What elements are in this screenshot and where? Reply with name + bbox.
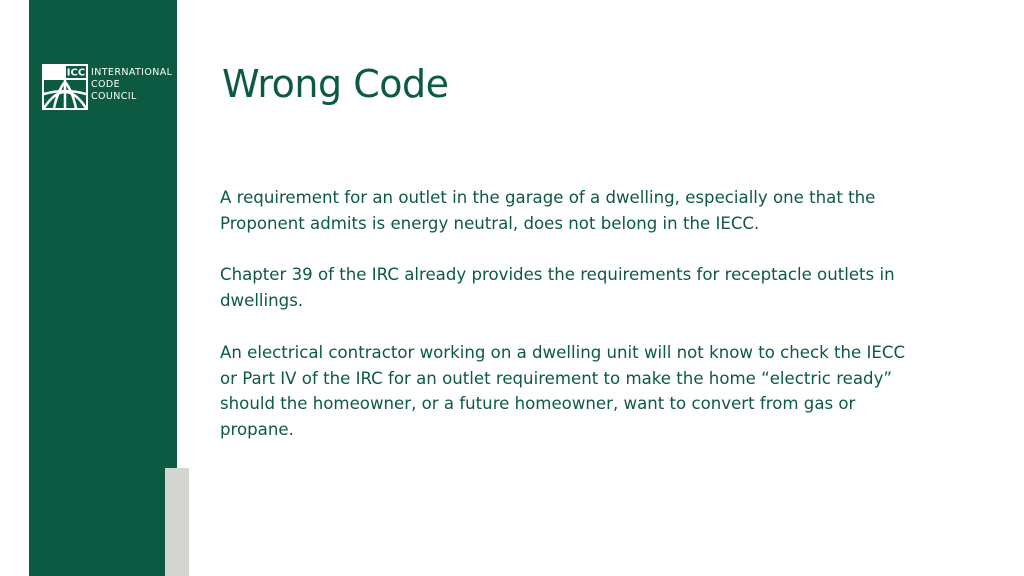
slide-title: Wrong Code [222,62,449,106]
logo-line-code: CODE [91,79,121,90]
slide-body [220,185,910,469]
icc-logo [42,64,173,110]
body-paragraph-3: An electrical contractor working on a dwelling unit will not know to check the IECC or Part IV of the IRC for an outlet requirement to make the home “electric ready” should the homeowner, or a future homeowner, want to convert from gas or propane. [220,342,906,440]
logo-wordmark [91,67,172,103]
icc-globe-icon [42,64,88,110]
logo-line-council: COUNCIL [91,91,137,102]
logo-line-international: INTERNATIONAL [91,67,173,78]
sidebar-accent-bar [165,468,189,576]
logo-mark-text: ICC [66,67,86,79]
body-paragraph-1: A requirement for an outlet in the garage of a dwelling, especially one that the Proponent admits is energy neutral, does not belong in the IECC. [220,188,876,233]
body-paragraph-2: Chapter 39 of the IRC already provides the requirements for receptacle outlets in dwellings. [220,265,895,311]
